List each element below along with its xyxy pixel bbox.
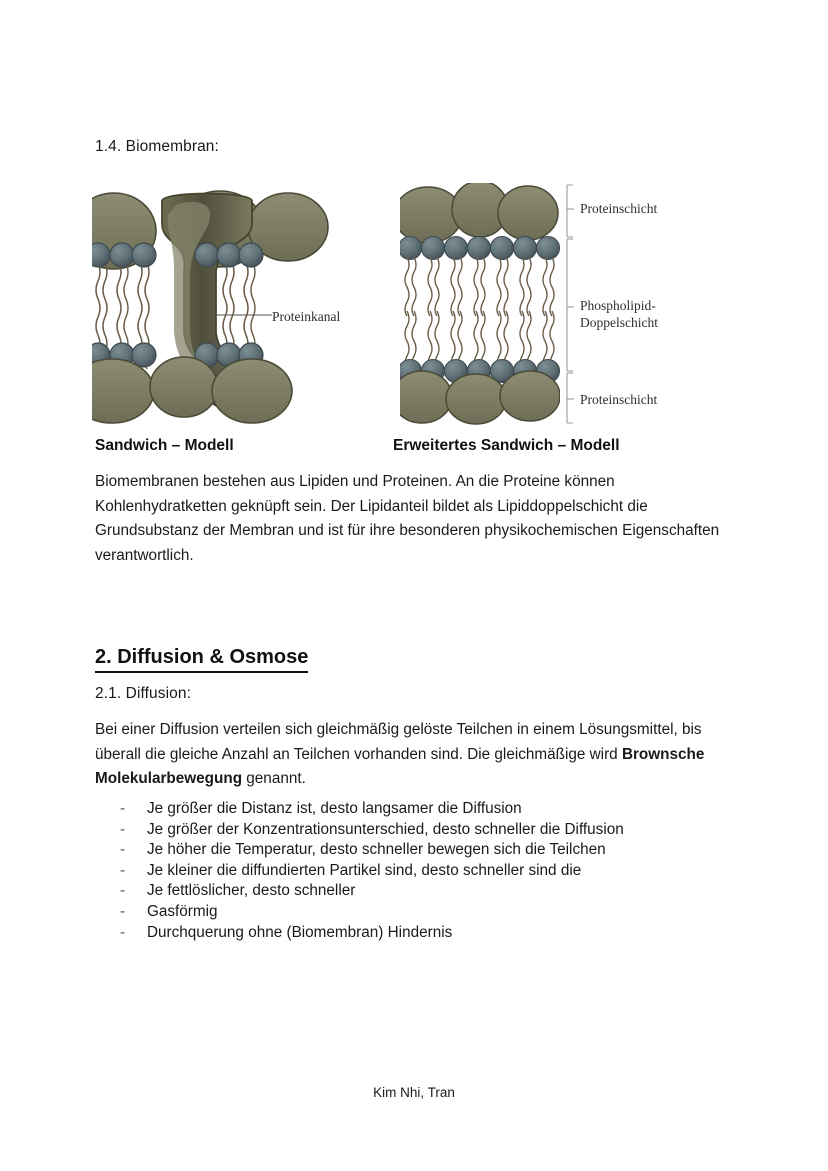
bullet-dash-icon: - <box>120 923 126 941</box>
list-item <box>120 882 740 903</box>
figure-sandwich-model <box>92 183 352 428</box>
paragraph-diffusion-part1: Bei einer Diffusion verteilen sich gleichmäßig gelöste Teilchen in einem Lösungsmittel, bis überall die gleiche Anzahl an Teilchen vorhanden sind. Die gleichmäßige wird <box>95 721 702 763</box>
paragraph-biomembran: Biomembranen bestehen aus Lipiden und Proteinen. An die Proteine können Kohlenhydratketten geknüpft sein. Der Lipidanteil bildet als Lipiddoppelschicht die Grundsubstanz der Membran und ist für ihre besonderen physikochemischen Eigenschaften verantwortlich. <box>95 473 720 564</box>
protein-layer-bottom <box>92 357 292 423</box>
paragraph-diffusion <box>95 718 720 792</box>
bullet-dash-icon: - <box>120 841 126 859</box>
label-proteinschicht-bottom: Proteinschicht <box>580 392 658 407</box>
heading-diffusion-osmose: 2. Diffusion & Osmose <box>95 646 308 673</box>
section-heading-biomembran: 1.4. Biomembran: <box>95 138 219 155</box>
list-item-label: Je höher die Temperatur, desto schneller bewegen sich die Teilchen <box>147 841 606 859</box>
list-item <box>120 821 740 842</box>
list-item <box>120 924 740 945</box>
list-item <box>120 800 740 821</box>
label-phospholipid-doppelschicht <box>580 297 658 331</box>
figure-extended-sandwich-model <box>400 183 560 425</box>
list-item-label: Gasförmig <box>147 902 218 920</box>
bullet-dash-icon: - <box>120 800 126 817</box>
protein-layer-top-extended <box>400 183 558 243</box>
caption-extended-sandwich-model: Erweitertes Sandwich – Modell <box>393 437 620 454</box>
diffusion-factors-list <box>120 800 740 944</box>
list-item-label: Je fettlöslicher, desto schneller <box>147 882 356 900</box>
paragraph-diffusion-bold: Brownsche Molekularbewegung <box>95 745 705 788</box>
bullet-dash-icon: - <box>120 820 126 838</box>
footer-author: Kim Nhi, Tran <box>373 1085 455 1100</box>
list-item <box>120 862 740 883</box>
paragraph-diffusion-part2: genannt. <box>242 770 306 788</box>
caption-sandwich-model: Sandwich – Modell <box>95 437 234 454</box>
label-proteinkanal: Proteinkanal <box>272 309 341 324</box>
lipid-tails-upper-extended <box>405 257 554 316</box>
bullet-dash-icon: - <box>120 861 126 879</box>
list-item-label: Je kleiner die diffundierten Partikel sind, desto schneller sind die <box>147 861 582 879</box>
protein-layer-bottom-extended <box>400 371 560 424</box>
subheading-diffusion: 2.1. Diffusion: <box>95 685 191 702</box>
bullet-dash-icon: - <box>120 882 126 900</box>
list-item-label: Durchquerung ohne (Biomembran) Hindernis <box>147 923 453 941</box>
label-proteinschicht-top: Proteinschicht <box>580 201 658 216</box>
list-item-label: Je größer die Distanz ist, desto langsamer die Diffusion <box>147 800 522 817</box>
bullet-dash-icon: - <box>120 902 126 920</box>
label-phospholipid-line2: Doppelschicht <box>580 315 658 330</box>
list-item <box>120 841 740 862</box>
list-item <box>120 903 740 924</box>
list-item-label: Je größer der Konzentrationsunterschied, desto schneller die Diffusion <box>147 820 624 838</box>
label-phospholipid-line1: Phospholipid- <box>580 298 656 313</box>
